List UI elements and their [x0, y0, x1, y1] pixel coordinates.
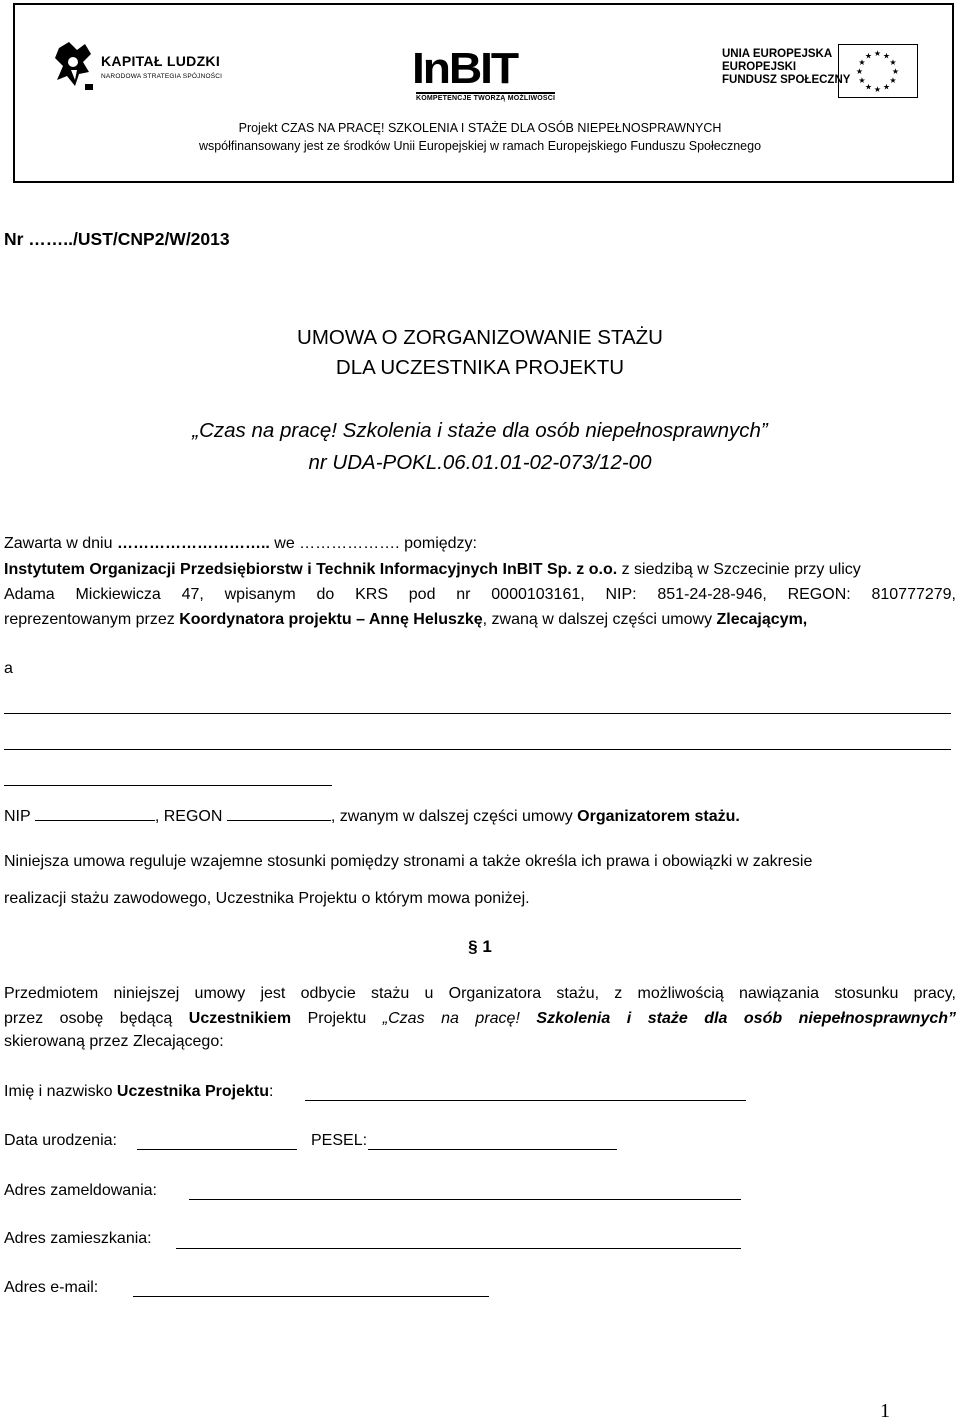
project-line: Projekt CZAS NA PRACĘ! SZKOLENIA I STAŻE DLA OSÓB NIEPEŁNOSPRAWNYCH [238, 121, 722, 135]
kapital-ludzki-emblem-icon [55, 40, 95, 92]
section-1-line1: Przedmiotem niniejszej umowy jest odbycie stażu u Organizatora stażu, z możliwością nawiązania stosunku pracy, [4, 985, 956, 1002]
project-name: „Czas na pracę! Szkolenia i staże dla osób niepełnosprawnych” [192, 419, 768, 442]
svg-text:★: ★ [873, 85, 882, 94]
coordinator-name: Koordynatora projektu – Annę Heluszkę [179, 611, 483, 628]
represented-mid: , zwaną w dalszej części umowy [482, 611, 717, 628]
birth-date-label: Data urodzenia: [4, 1132, 117, 1149]
svg-text:★: ★ [864, 51, 873, 61]
organizer-term: Organizatorem stażu. [577, 808, 740, 825]
eu-logo-line1: UNIA EUROPEJSKA [722, 48, 833, 60]
regon-field[interactable] [227, 806, 331, 821]
institute-name: Instytutem Organizacji Przedsiębiorstw i Technik Informacyjnych InBIT Sp. z o.o. [4, 561, 618, 578]
kapital-ludzki-subtitle: NARODOWA STRATEGIA SPÓJNOŚCI [101, 73, 223, 80]
organizer-blank-line-1[interactable] [4, 713, 951, 714]
svg-text:★: ★ [858, 76, 866, 85]
place-placeholder: ………………. [299, 535, 400, 552]
cofunding-line: współfinansowany jest ze środków Unii Europejskiej w ramach Europejskiego Funduszu Społecznego [198, 139, 762, 153]
eu-logo-line2: EUROPEJSKI [722, 61, 797, 73]
svg-text:★: ★ [864, 82, 873, 92]
project-number: nr UDA-POKL.06.01.01-02-073/12-00 [308, 451, 652, 474]
page-number: 1 [880, 1400, 890, 1422]
svg-text:★: ★ [882, 82, 891, 92]
concluded-prefix: Zawarta w dniu [4, 535, 117, 552]
represented-prefix: reprezentowanym przez [4, 611, 180, 628]
svg-text:★: ★ [882, 51, 891, 61]
inbit-wordmark: InBIT [412, 44, 517, 93]
eu-logo-line3: FUNDUSZ SPOŁECZNY [722, 74, 851, 86]
project-italic: „Czas na pracę! [382, 1010, 537, 1027]
eu-flag-icon [838, 44, 918, 98]
institute-seat: z siedzibą w Szczecinie przy ulicy [617, 561, 861, 578]
name-label-suffix: : [268, 1083, 274, 1100]
line2-mid: Projektu [291, 1010, 383, 1027]
registered-address-field[interactable] [189, 1199, 741, 1200]
commissioner-term: Zlecającym, [716, 611, 808, 628]
eu-logo-text [722, 48, 850, 87]
inbit-logo [412, 44, 562, 104]
intro-line1: Niniejsza umowa reguluje wzajemne stosunki pomiędzy stronami a także określa ich prawa i obowiązki w zakresie [4, 853, 813, 870]
email-field[interactable] [133, 1296, 489, 1297]
name-label-bold: Uczestnika Projektu [116, 1083, 269, 1100]
address-line: Adama Mickiewicza 47, wpisanym do KRS pod nr 0000103161, NIP: 851-24-28-946, REGON: 810777279, [4, 586, 956, 603]
svg-text:★: ★ [855, 67, 864, 76]
inbit-tagline: KOMPETENCJE TWORZĄ MOŻLIWOŚCI [416, 92, 555, 102]
intro-line2: realizacji stażu zawodowego, Uczestnika Projektu o którym mowa poniżej. [4, 890, 530, 907]
and-word: a [4, 660, 13, 677]
birth-date-field[interactable] [137, 1149, 297, 1150]
organizer-blank-line-2[interactable] [4, 749, 951, 750]
concluded-line [4, 535, 477, 553]
participant-term: Uczestnikiem [188, 1010, 292, 1027]
pesel-label: PESEL: [311, 1132, 368, 1149]
section-1-heading: § 1 [468, 937, 492, 956]
date-placeholder: ……………………….. [116, 535, 270, 552]
institute-line [4, 561, 861, 579]
residence-address-field[interactable] [176, 1248, 741, 1249]
kapital-ludzki-title: KAPITAŁ LUDZKI [101, 53, 221, 69]
kapital-ludzki-logo [55, 40, 225, 100]
svg-text:★: ★ [889, 58, 897, 67]
document-number: Nr ……../UST/CNP2/W/2013 [4, 229, 230, 249]
organizer-blank-line-3[interactable] [4, 785, 332, 786]
eu-logo [722, 44, 917, 98]
svg-text:★: ★ [873, 49, 882, 58]
line2-prefix: przez osobę będącą [4, 1010, 189, 1027]
between-text: pomiędzy: [399, 535, 477, 552]
nip-regon-line [4, 806, 740, 826]
document-title-line1: UMOWA O ZORGANIZOWANIE STAŻU [297, 326, 663, 349]
organizer-mid: , zwanym w dalszej części umowy [330, 808, 578, 825]
regon-label: , REGON [154, 808, 223, 825]
residence-address-label: Adres zamieszkania: [4, 1230, 152, 1247]
participant-name-field[interactable] [305, 1100, 746, 1101]
name-label-prefix: Imię i nazwisko [4, 1083, 117, 1100]
nip-field[interactable] [35, 806, 155, 821]
svg-text:★: ★ [891, 67, 900, 76]
section-1-line2 [4, 1010, 956, 1028]
svg-text:★: ★ [889, 76, 897, 85]
document-title-line2: DLA UCZESTNIKA PROJEKTU [335, 356, 625, 379]
pesel-field[interactable] [368, 1149, 617, 1150]
section-1-line3: skierowaną przez Zlecającego: [4, 1033, 224, 1050]
nip-label: NIP [4, 808, 31, 825]
represented-line [4, 611, 807, 629]
email-label: Adres e-mail: [4, 1279, 99, 1296]
participant-name-row [4, 1083, 273, 1101]
svg-text:★: ★ [858, 58, 866, 67]
in-word: we [269, 535, 300, 552]
project-bold-italic: Szkolenia i staże dla osób niepełnosprawnych” [536, 1010, 957, 1027]
registered-address-label: Adres zameldowania: [4, 1182, 157, 1199]
